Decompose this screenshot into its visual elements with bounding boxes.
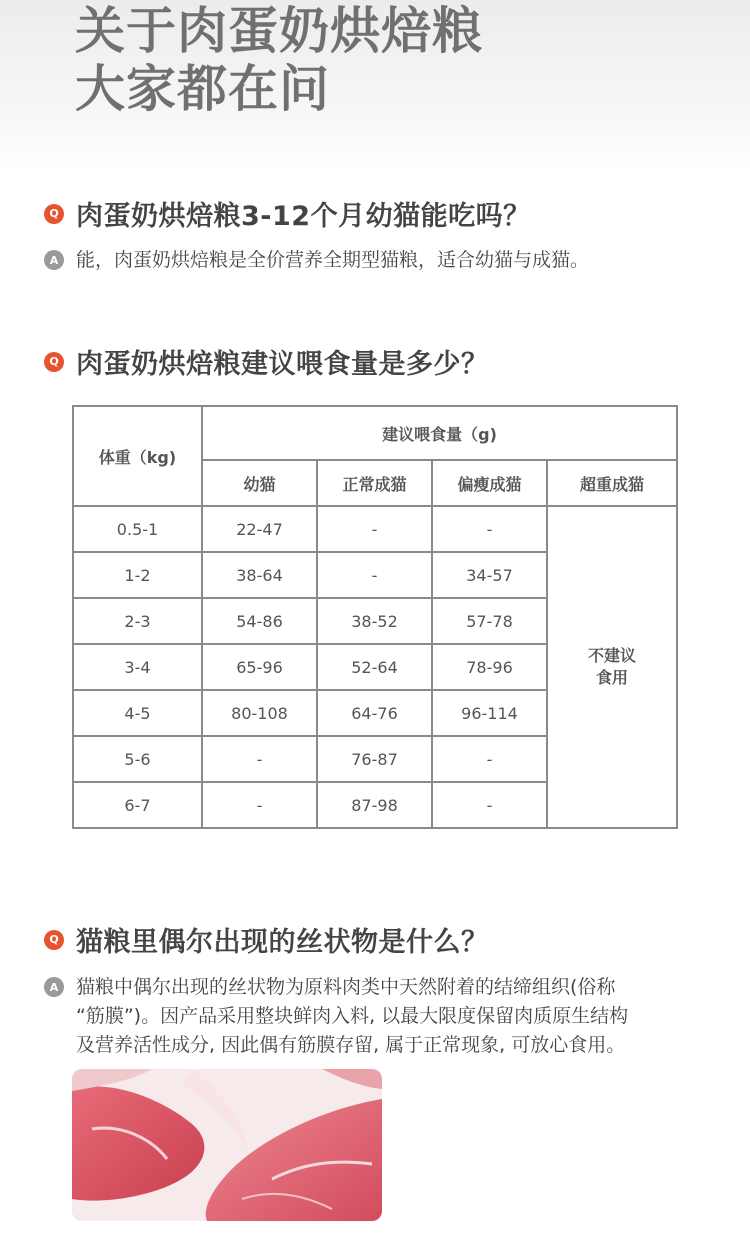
cell-thin: 96-114 [432, 690, 547, 736]
cell-kitten: - [202, 782, 317, 828]
cell-kitten: 54-86 [202, 598, 317, 644]
cell-weight: 5-6 [73, 736, 202, 782]
feeding-table [72, 405, 678, 829]
answer-1 [44, 246, 589, 274]
page-title-line1: 关于肉蛋奶烘焙粮 [75, 2, 483, 60]
answer-badge-icon: A [44, 250, 64, 270]
answer-3-line3: 及营养活性成分, 因此偶有筋膜存留, 属于正常现象, 可放心食用。 [76, 1034, 626, 1056]
col-normal-adult: 正常成猫 [317, 460, 432, 506]
cell-normal: 76-87 [317, 736, 432, 782]
amount-header: 建议喂食量（g) [202, 406, 677, 460]
cell-normal: - [317, 552, 432, 598]
question-1 [44, 194, 531, 233]
question-2-text: 肉蛋奶烘焙粮建议喂食量是多少？ [76, 349, 489, 380]
cell-thin: - [432, 736, 547, 782]
question-badge-icon: Q [44, 930, 64, 950]
col-overweight-adult: 超重成猫 [547, 460, 677, 506]
cell-normal: 87-98 [317, 782, 432, 828]
cell-normal: - [317, 506, 432, 552]
answer-3-line2: “筋膜”)。因产品采用整块鲜肉入料, 以最大限度保留肉质原生结构 [76, 1005, 629, 1027]
overweight-note-line2: 食用 [596, 668, 629, 687]
cell-weight: 1-2 [73, 552, 202, 598]
answer-badge-icon: A [44, 977, 64, 997]
raw-meat-photo [72, 1069, 382, 1221]
cell-weight: 4-5 [73, 690, 202, 736]
question-1-text: 肉蛋奶烘焙粮3-12个月幼猫能吃吗？ [76, 201, 531, 232]
overweight-note-line1: 不建议 [588, 646, 637, 665]
cell-kitten: 80-108 [202, 690, 317, 736]
cell-thin: 78-96 [432, 644, 547, 690]
cell-kitten: 65-96 [202, 644, 317, 690]
cell-weight: 3-4 [73, 644, 202, 690]
cell-weight: 0.5-1 [73, 506, 202, 552]
answer-3 [44, 973, 628, 1060]
cell-thin: - [432, 782, 547, 828]
page-title-line2: 大家都在问 [75, 60, 330, 118]
col-thin-adult: 偏瘦成猫 [432, 460, 547, 506]
answer-1-text: 能，肉蛋奶烘焙粮是全价营养全期型猫粮，适合幼猫与成猫。 [76, 249, 590, 271]
cell-thin: 57-78 [432, 598, 547, 644]
page-title [75, 2, 483, 118]
cell-overweight-note [547, 506, 677, 828]
cell-normal: 64-76 [317, 690, 432, 736]
question-badge-icon: Q [44, 352, 64, 372]
cell-kitten: - [202, 736, 317, 782]
cell-weight: 2-3 [73, 598, 202, 644]
cell-weight: 6-7 [73, 782, 202, 828]
cell-thin: 34-57 [432, 552, 547, 598]
cell-normal: 38-52 [317, 598, 432, 644]
raw-meat-icon [72, 1069, 382, 1221]
cell-kitten: 22-47 [202, 506, 317, 552]
answer-3-line1: 猫粮中偶尔出现的丝状物为原料肉类中天然附着的结缔组织(俗称 [76, 976, 616, 998]
cell-kitten: 38-64 [202, 552, 317, 598]
question-badge-icon: Q [44, 204, 64, 224]
table-row [73, 506, 677, 552]
question-2 [44, 342, 489, 381]
col-kitten: 幼猫 [202, 460, 317, 506]
cell-thin: - [432, 506, 547, 552]
weight-header: 体重（kg) [73, 406, 202, 506]
question-3 [44, 920, 489, 959]
cell-normal: 52-64 [317, 644, 432, 690]
question-3-text: 猫粮里偶尔出现的丝状物是什么？ [76, 927, 489, 958]
